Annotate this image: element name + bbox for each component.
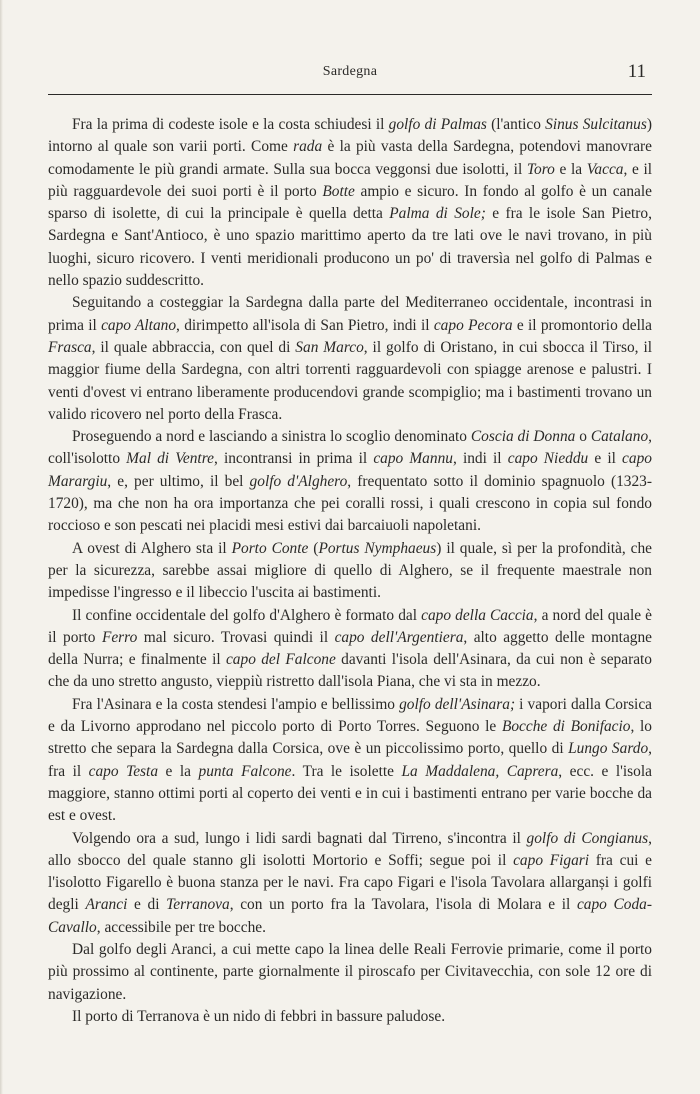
text-run: Dal golfo degli Aranci, a cui mette capo la linea delle Reali Ferrovie primarie, come il porto più prossimo al continente, parte giornalmente il piroscafo per Civitavecchia, con sole 12 ore di navigazione.: [48, 940, 652, 1003]
italic-term: capo Altano: [101, 316, 177, 334]
paragraph: [48, 538, 652, 605]
italic-term: Botte: [322, 182, 355, 200]
text-run: , allo sbocco del quale stanno gli isolotti Mortorio e Soffi; segue poi il: [48, 829, 652, 869]
italic-term: capo Pecora: [433, 316, 513, 334]
text-run: (l'antico: [486, 116, 546, 133]
italic-term: golfo dell'Asinara;: [399, 695, 516, 713]
italic-term: Toro: [526, 160, 555, 178]
text-run: davanti l'isola dell'Asinara, da cui non è separato che da uno stretto angusto, vieppiù ristretto dall'isola Piana, che vi sta in mezzo.: [48, 651, 653, 691]
paragraph: [48, 292, 652, 426]
page-number: 11: [627, 61, 646, 82]
text-run: , il quale abbraccia, con quel di: [91, 338, 296, 356]
paragraph: [48, 694, 652, 828]
italic-term: punta Falcone: [198, 762, 292, 780]
text-run: Fra l'Asinara e la costa stendesi l'ampio e bellissimo: [72, 695, 400, 713]
text-run: , lo stretto che separa la Sardegna dalla Corsica, ove è un piccolissimo porto, quello di: [48, 718, 652, 758]
text-run: Volgendo ora a sud, lungo i lidi sardi bagnati dal Tirreno, s'incontra il: [72, 829, 527, 847]
text-run: , fra il: [48, 740, 652, 780]
text-run: , dirimpetto all'isola di San Pietro, indi il: [176, 316, 434, 334]
running-title: Sardegna: [322, 64, 378, 79]
italic-term: Ferro: [101, 628, 138, 646]
text-run: ) intorno al quale son varii porti. Come: [48, 116, 652, 156]
text-run: Fra la prima di codeste isole e la costa schiudesi il: [72, 116, 389, 133]
text-run: e fra le isole San Pietro, Sardegna e Sant'Antioco, è uno spazio marittimo aperto da tre lati ove le navi trovano, in più luoghi, sicuro ricovero. I venti meridionali producono un po' di traversìa nel golfo di Palmas e nello spazio suddescritto.: [48, 205, 652, 290]
italic-term: Aranci: [85, 896, 128, 914]
italic-term: capo Testa: [88, 762, 159, 780]
italic-term: capo Figari: [513, 851, 590, 869]
text-run: è la più vasta della Sardegna, potendovi manovrare comodamente le più grandi armate. Sulla sua bocca veggonsi due isolotti, il: [48, 138, 653, 178]
text-run: e di: [127, 896, 167, 914]
header-rule: [48, 94, 652, 95]
italic-term: capo del Falcone: [225, 651, 336, 669]
text-run: o: [575, 428, 591, 446]
italic-term: Terranova: [166, 896, 230, 914]
italic-term: capo della Caccia: [421, 606, 534, 624]
text-run: Il confine occidentale del golfo d'Alghero è formato dal: [72, 606, 422, 624]
text-run: e il promontorio della: [512, 316, 652, 334]
italic-term: La Maddalena, Caprera: [401, 762, 559, 780]
italic-term: Mal di Ventre: [126, 450, 214, 468]
italic-term: capo Mannu: [373, 450, 453, 468]
italic-term: golfo di Congianus: [526, 829, 649, 847]
text-run: mal sicuro. Trovasi quindi il: [137, 628, 335, 646]
text-run: fra cui e l'isolotto Figarello è buona stanza per le navi. Fra capo Figari e l'isola Tavolara allarganși i golfi degli: [48, 851, 652, 914]
page-edge: [0, 0, 3, 1094]
text-run: , incontransi in prima il: [213, 450, 374, 468]
text-run: e la: [554, 160, 587, 178]
text-run: Seguitando a costeggiar la Sardegna dalla parte del Mediterraneo occidentale, incontrasi in prima il: [48, 294, 652, 334]
text-run: (: [308, 539, 319, 557]
italic-term: rada: [293, 138, 323, 156]
text-run: , e il più ragguardevole dei suoi porti è il porto: [48, 160, 652, 200]
text-run: Proseguendo a nord e lasciando a sinistra lo scoglio denominato: [72, 428, 471, 446]
italic-term: San Marco: [295, 338, 364, 356]
italic-term: capo Nieddu: [507, 450, 589, 468]
text-run: ampio e sicuro. In fondo al golfo è un canale sparso di isolette, di cui la principale è quella detta: [48, 182, 652, 223]
text-run: e il: [588, 450, 623, 468]
italic-term: golfo d'Alghero: [249, 472, 348, 490]
paragraph: [48, 114, 652, 292]
italic-term: Lungo Sardo: [568, 740, 649, 758]
italic-term: Catalano: [590, 428, 649, 446]
italic-term: Bocche di Bonifacio: [501, 718, 631, 736]
text-run: , con un porto fra la Tavolara, l'isola di Molara e il: [229, 896, 577, 914]
italic-term: capo Marargiu: [48, 450, 652, 490]
text-run: . Tra le isolette: [291, 762, 402, 780]
paragraph: [48, 426, 652, 537]
italic-term: Frasca: [48, 338, 92, 356]
text-run: , coll'isolotto: [48, 428, 652, 468]
text-run: e la: [158, 762, 199, 780]
text-run: i vapori dalla Corsica e da Livorno approdano nel piccolo porto di Porto Torres. Seguono le: [48, 695, 652, 736]
italic-term: Vacca: [586, 160, 624, 178]
running-header: [48, 62, 652, 92]
paragraph: [48, 605, 652, 694]
text-run: , frequentato sotto il dominio spagnuolo (1323-1720), ma che non ha ora importanza che pei coralli rossi, i quali crescono in copia sul fondo roccioso e son pescati nei placidi mesi estivi dai barcaiuoli napoletani.: [48, 472, 652, 535]
italic-term: Portus Nymphaeus: [318, 539, 437, 557]
italic-term: Porto Conte: [231, 539, 309, 557]
text-run: , a nord del quale è il porto: [48, 606, 653, 646]
text-run: A ovest di Alghero sta il: [72, 539, 232, 557]
italic-term: golfo di Palmas: [388, 116, 487, 133]
text-run: ) il quale, sì per la profondità, che per la sicurezza, sarebbe assai migliore di quello di Alghero, se il frequente maestrale non impedisse l'ingresso e il libeccio l'uscita ai bastimenti.: [48, 539, 653, 602]
text-run: , il golfo di Oristano, in cui sbocca il Tirso, il maggior fiume della Sardegna, con altri torrenti ragguardevoli con spiagge arenose e palustri. I venti d'ovest vi entrano liberamente producendovi grande scompiglio; ma i bastimenti trovano un valido ricovero nel porto della Frasca.: [48, 338, 652, 423]
italic-term: Palma di Sole;: [389, 205, 486, 223]
text-run: , e, per ultimo, il bel: [107, 472, 250, 490]
text-run: , ecc. e l'isola maggiore, stanno ottimi porti al coperto dei venti e in cui i bastimenti entrano per varie bocche da est e ovest.: [48, 762, 652, 825]
paragraph: [48, 1006, 652, 1028]
paragraph: [48, 828, 652, 939]
italic-term: capo dell'Argentiera: [334, 628, 464, 646]
text-run: , alto aggetto delle montagne della Nurra; e finalmente il: [48, 628, 652, 669]
text-run: Il porto di Terranova è un nido di febbri in bassure paludose.: [72, 1007, 446, 1025]
body-text: [48, 114, 652, 1028]
italic-term: Sinus Sulcitanus: [545, 116, 647, 133]
italic-term: Coscia di Donna: [470, 428, 576, 446]
italic-term: capo Coda-Cavallo: [48, 896, 652, 936]
text-run: , indi il: [452, 450, 508, 468]
paragraph: [48, 939, 652, 1006]
text-run: , accessibile per tre bocche.: [96, 918, 266, 936]
